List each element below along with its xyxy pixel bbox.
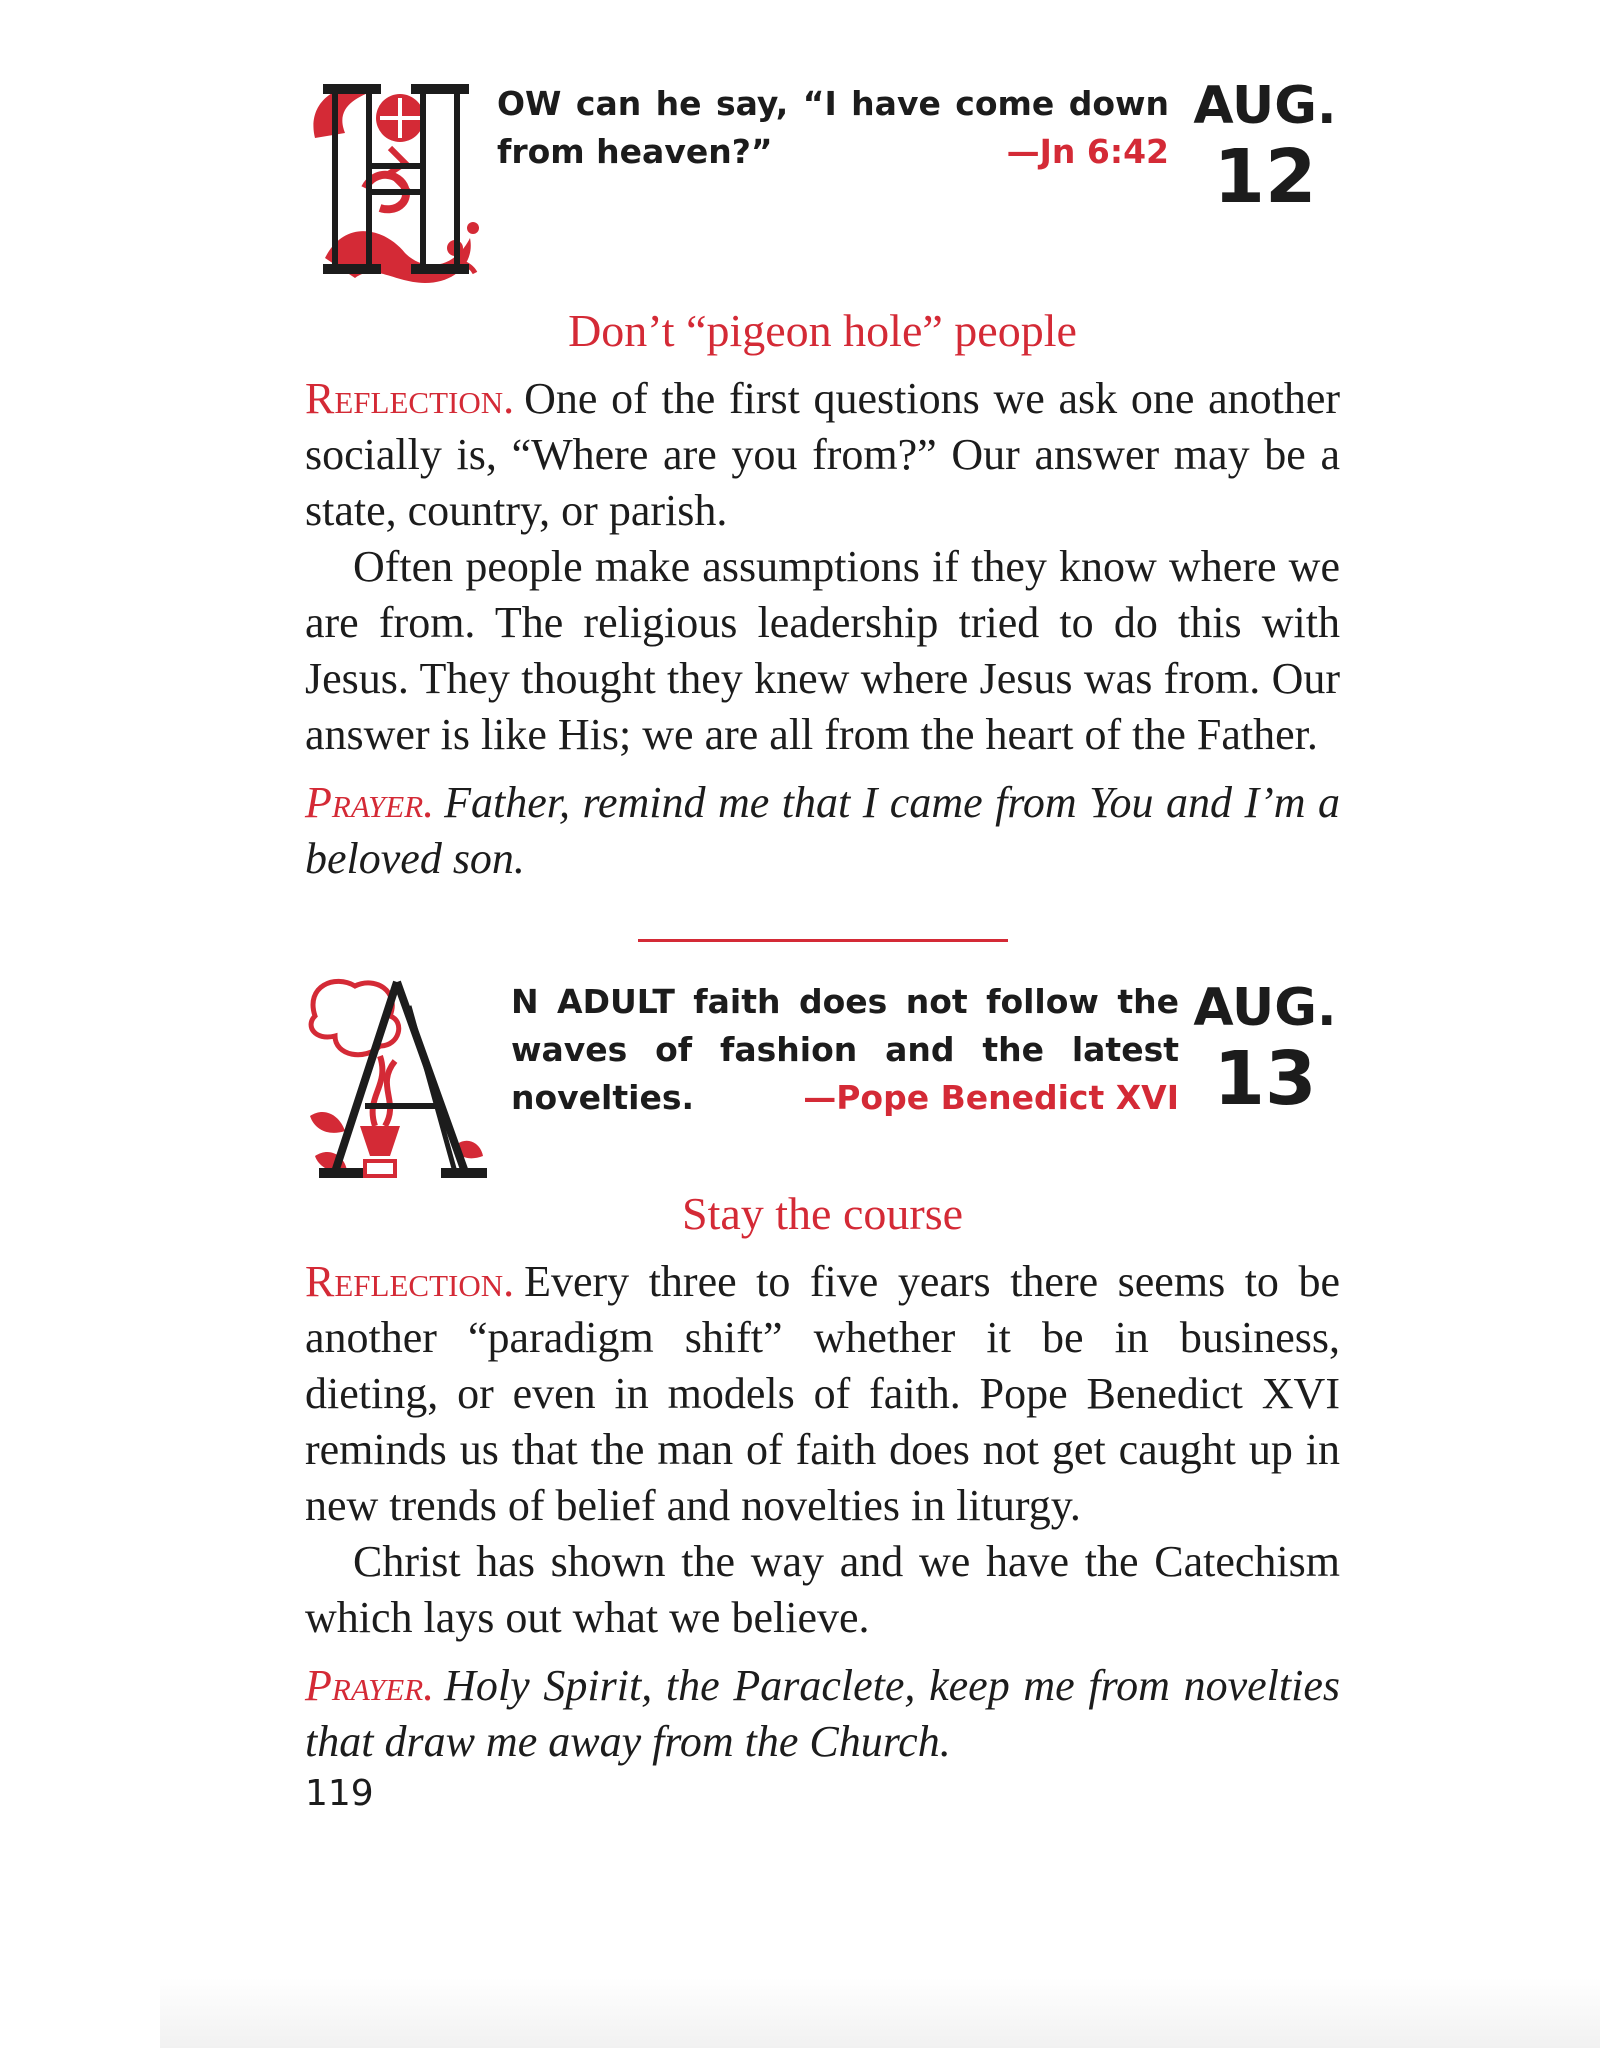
entry-divider (638, 939, 1008, 942)
decorated-initial-h-icon (305, 78, 487, 290)
body-paragraph: Often people make assumptions if they know where we are from. The religious leadership tried to do this with Jesus. They thought they knew where Jesus was from. Our answer is like His; we are all from the heart of the Father. (305, 542, 1340, 759)
reflection-label: Reflection. (305, 374, 515, 423)
date-month: AUG. (1193, 978, 1337, 1038)
entry-date (1190, 76, 1340, 218)
quote-citation: —Pope Benedict XVI (803, 1078, 1179, 1117)
entry-header (305, 976, 1340, 1186)
decorated-initial-a-icon (305, 976, 487, 1188)
entry-title: Stay the course (681, 1188, 964, 1239)
date-day: 13 (1213, 1036, 1317, 1122)
devotional-page (305, 58, 1340, 1814)
reflection-label: Reflection. (305, 1257, 515, 1306)
prayer-text: Holy Spirit, the Paraclete, keep me from novelties that draw me away from the Church. (305, 1661, 1340, 1766)
body-paragraph: Christ has shown the way and we have the Catechism which lays out what we believe. (305, 1537, 1340, 1642)
quote-citation: —Jn 6:42 (1006, 132, 1169, 171)
entry-aug-13 (305, 976, 1340, 1770)
page-number: 119 (305, 1773, 374, 1814)
prayer-label: Prayer. (305, 778, 435, 827)
prayer-paragraph (305, 775, 1340, 887)
entry-date (1190, 978, 1340, 1120)
entry-header (305, 58, 1340, 303)
reflection-paragraph (305, 371, 1340, 539)
date-day: 12 (1213, 134, 1317, 220)
reflection-text: Every three to five years there seems to be another “paradigm shift” whether it be in business, dieting, or even in models of faith. Pope Benedict XVI reminds us that the man of faith does not get caught up in new trends of belief and novelties in liturgy. (305, 1257, 1340, 1530)
scripture-quote (497, 80, 1169, 176)
entry-aug-12 (305, 58, 1340, 887)
prayer-label: Prayer. (305, 1661, 435, 1710)
entry-title: Don’t “pigeon hole” people (568, 305, 1077, 356)
date-month: AUG. (1193, 76, 1337, 136)
quote-text: OW can he say, “I have come down from heaven?” (497, 84, 1169, 171)
prayer-text: Father, remind me that I came from You and I’m a beloved son. (305, 778, 1340, 883)
scripture-quote (511, 978, 1179, 1122)
reflection-text: One of the first questions we ask one another socially is, “Where are you from?” Our answer may be a state, country, or parish. (305, 374, 1340, 535)
prayer-paragraph (305, 1658, 1340, 1770)
reflection-paragraph (305, 1254, 1340, 1534)
page-edge-shade (160, 1978, 1600, 2048)
quote-text: N ADULT faith does not follow the waves of fashion and the latest novelties. (511, 982, 1179, 1117)
